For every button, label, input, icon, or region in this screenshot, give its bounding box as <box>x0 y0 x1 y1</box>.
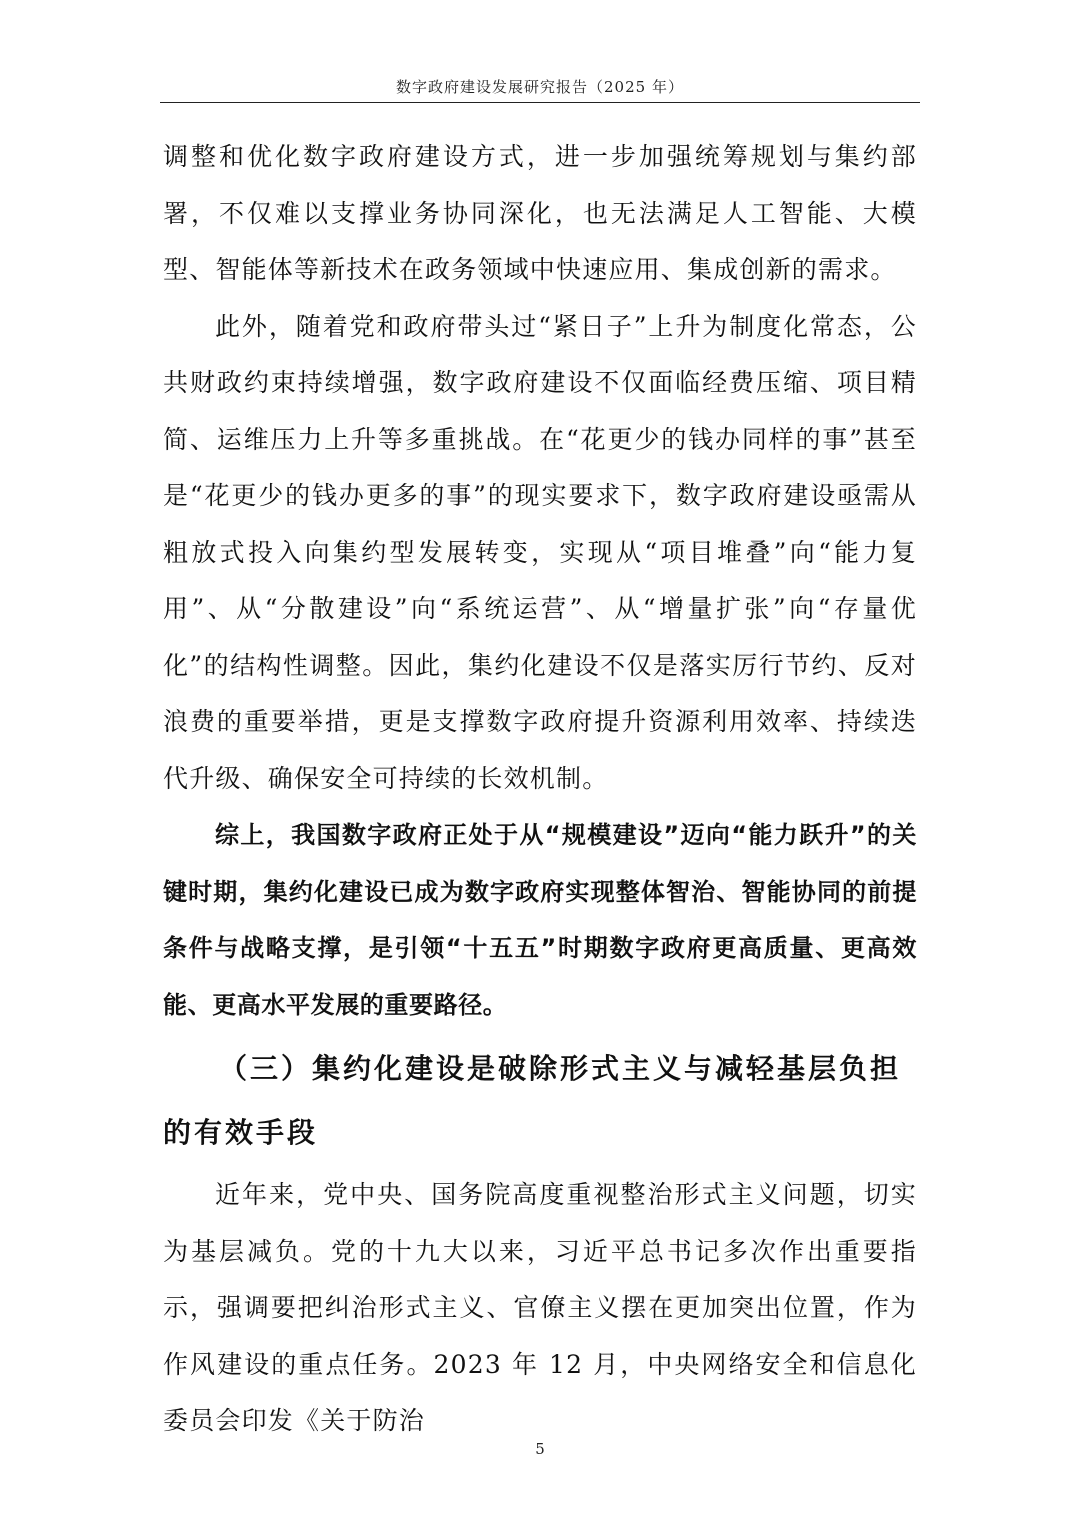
running-header-title: 数字政府建设发展研究报告（2025 年） <box>396 78 684 96</box>
paragraph-recent-years: 近年来，党中央、国务院高度重视整治形式主义问题，切实为基层减负。党的十九大以来，习近平总书记多次作出重要指示，强调要把纠治形式主义、官僚主义摆在更加突出位置，作为作风建设的重点任务。2023 年 12 月，中央网络安全和信息化委员会印发《关于防治 <box>163 1180 917 1435</box>
header-divider <box>160 102 920 103</box>
page-body <box>163 129 917 1450</box>
paragraph-continued: 调整和优化数字政府建设方式，进一步加强统筹规划与集约部署，不仅难以支撑业务协同深化，也无法满足人工智能、大模型、智能体等新技术在政务领域中快速应用、集成创新的需求。 <box>163 142 917 284</box>
section-heading: （三）集约化建设是破除形式主义与减轻基层负担的有效手段 <box>163 1052 902 1149</box>
paragraph-summary: 综上，我国数字政府正处于从“规模建设”迈向“能力跃升”的关键时期，集约化建设已成为数字政府实现整体智治、智能协同的前提条件与战略支撑，是引领“十五五”时期数字政府更高质量、更高效能、更高水平发展的重要路径。 <box>163 821 917 1019</box>
page-number: 5 <box>535 1440 545 1458</box>
paragraph-fiscal-constraint: 此外，随着党和政府带头过“紧日子”上升为制度化常态，公共财政约束持续增强，数字政府建设不仅面临经费压缩、项目精简、运维压力上升等多重挑战。在“花更少的钱办同样的事”甚至是“花更少的钱办更多的事”的现实要求下，数字政府建设亟需从粗放式投入向集约型发展转变，实现从“项目堆叠”向“能力复用”、从“分散建设”向“系统运营”、从“增量扩张”向“存量优化”的结构性调整。因此，集约化建设不仅是落实厉行节约、反对浪费的重要举措，更是支撑数字政府提升资源利用效率、持续迭代升级、确保安全可持续的长效机制。 <box>163 311 917 793</box>
